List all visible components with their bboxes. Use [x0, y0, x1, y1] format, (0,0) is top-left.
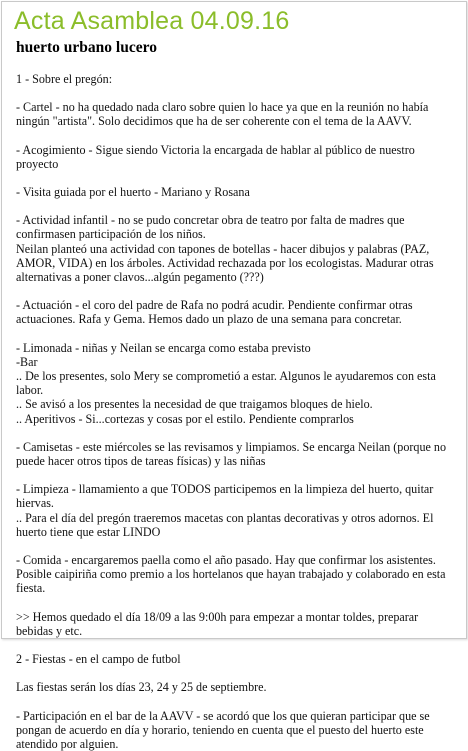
paragraph-line: - Participación en el bar de la AAVV - se acordó que los que quieran participar que se pongan de acuerdo en día y horario, teniendo en cuenta que el puesto del huerto este atendido por alguien. — [16, 709, 456, 751]
paragraph-line: .. Se avisó a los presentes la necesidad de que traigamos bloques de hielo. — [16, 397, 456, 411]
paragraph-line: - Camisetas - este miércoles se las revisamos y limpiamos. Se encarga Neilan (porque no puede hacer otros tipos de tareas físicas) y las niñas — [16, 440, 456, 468]
paragraph-line: Las fiestas serán los días 23, 24 y 25 de septiembre. — [16, 680, 456, 694]
paragraph — [14, 213, 456, 284]
paragraph — [14, 652, 456, 666]
paragraph — [14, 610, 456, 638]
paragraph-line: - Actuación - el coro del padre de Rafa no podrá acudir. Pendiente confirmar otras actuaciones. Rafa y Gema. Hemos dado un plazo de una semana para concretar. — [16, 298, 456, 326]
paragraph-line: 1 - Sobre el pregón: — [16, 72, 456, 86]
paragraph-line: 2 - Fiestas - en el campo de futbol — [16, 652, 456, 666]
paragraph-line: Neilan planteó una actividad con tapones de botellas - hacer dibujos y palabras (PAZ, AMOR, VIDA) en los árboles. Actividad rechazada por los ecologistas. Madurar otras alternativas a poner clavos...algún pegamento (???) — [16, 242, 456, 285]
paragraph — [14, 341, 456, 426]
paragraph-line: -Bar — [16, 355, 456, 369]
paragraph — [14, 100, 456, 128]
paragraph-line: >> Hemos quedado el día 18/09 a las 9:00h para empezar a montar toldes, preparar bebidas y etc. — [16, 610, 456, 638]
document-body — [14, 72, 456, 751]
paragraph — [14, 185, 456, 199]
paragraph-line: - Limpieza - llamamiento a que TODOS participemos en la limpieza del huerto, quitar hiervas. — [16, 482, 456, 510]
paragraph-line: - Actividad infantil - no se pudo concretar obra de teatro por falta de madres que confirmasen participación de los niños. — [16, 213, 456, 241]
paragraph-line: - Comida - encargaremos paella como el año pasado. Hay que confirmar los asistentes. Posible caipiriña como premio a los hortelanos que hayan trabajado y colaborado en esta fiesta. — [16, 553, 456, 596]
paragraph-line: .. Para el día del pregón traeremos macetas con plantas decorativas y otros adornos. El huerto tiene que estar LINDO — [16, 511, 456, 539]
paragraph — [14, 709, 456, 751]
document-page — [1, 1, 467, 639]
paragraph-line: - Acogimiento - Sigue siendo Victoria la encargada de hablar al público de nuestro proyecto — [16, 143, 456, 171]
paragraph-line: - Cartel - no ha quedado nada claro sobre quien lo hace ya que en la reunión no había ningún "artista". Solo decidimos que ha de ser coherente con el tema de la AAVV. — [16, 100, 456, 128]
paragraph-line: - Limonada - niñas y Neilan se encarga como estaba previsto — [16, 341, 456, 355]
paragraph — [14, 680, 456, 694]
paragraph — [14, 298, 456, 326]
document-subtitle: huerto urbano lucero — [14, 38, 456, 58]
paragraph-line: .. Aperitivos - Si...cortezas y cosas por el estilo. Pendiente comprarlos — [16, 412, 456, 426]
paragraph — [14, 72, 456, 86]
paragraph — [14, 440, 456, 468]
paragraph-line: - Visita guiada por el huerto - Mariano y Rosana — [16, 185, 456, 199]
paragraph — [14, 482, 456, 539]
document-title: Acta Asamblea 04.09.16 — [14, 6, 456, 36]
paragraph-line: .. De los presentes, solo Mery se comprometió a estar. Algunos le ayudaremos con esta labor. — [16, 369, 456, 397]
paragraph — [14, 553, 456, 596]
paragraph — [14, 143, 456, 171]
